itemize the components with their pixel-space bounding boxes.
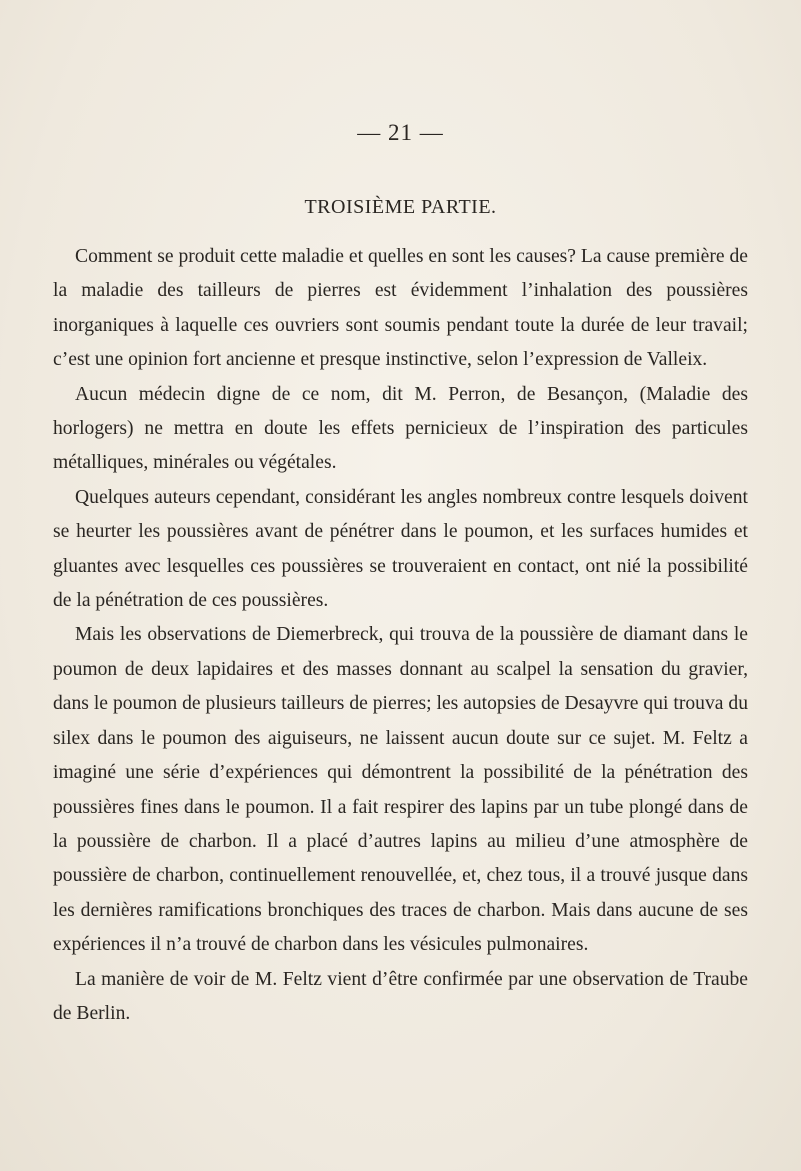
paragraph: Quelques auteurs cependant, considérant les angles nombreux contre lesquels doivent se heurter les poussières avant de pénétrer dans le poumon, et les surfaces humides et gluantes avec lesquelles ces poussières se trouveraient en contact, ont nié la possibilité de la pénétration de ces poussières. <box>53 486 748 612</box>
paragraph: La manière de voir de M. Feltz vient d’être confirmée par une observation de Traube de Berlin. <box>53 968 748 1024</box>
paragraph: Mais les observations de Diemerbreck, qui trouva de la poussière de diamant dans le poumon de deux lapidaires et des masses donnant au scalpel la sensation du gravier, dans le poumon de plusieurs tailleurs de pierres; les autopsies de Desayvre qui trouva du silex dans le poumon des aiguiseurs, ne laissent aucun doute sur ce sujet. M. Feltz a imaginé une série d’expériences qui démontrent la possibilité de la pénétration des poussières fines dans le poumon. Il a fait respirer des lapins par un tube plongé dans de la poussière de charbon. Il a placé d’autres lapins au milieu d’une atmosphère de poussière de charbon, continuellement renouvellée, et, chez tous, il a trouvé jusque dans les dernières ramifications bronchiques des traces de charbon. Mais dans aucune de ses expériences il n’a trouvé de charbon dans les vésicules pulmonaires. <box>53 624 748 956</box>
page-number: — 21 — <box>357 120 444 145</box>
body-text <box>53 240 748 1031</box>
section-title: TROISIÈME PARTIE. <box>304 196 497 218</box>
paragraph: Comment se produit cette maladie et quelles en sont les causes? La cause première de la maladie des tailleurs de pierres est évidemment l’inhalation des poussières inorganiques à laquelle ces ouvriers sont soumis pendant toute la durée de leur travail; c’est une opinion fort ancienne et presque instinctive, selon l’expression de Valleix. <box>53 246 748 371</box>
paragraph: Aucun médecin digne de ce nom, dit M. Perron, de Besançon, (Maladie des horlogers) ne mettra en doute les effets pernicieux de l’inspiration des particules métalliques, minérales ou végétales. <box>53 383 748 474</box>
